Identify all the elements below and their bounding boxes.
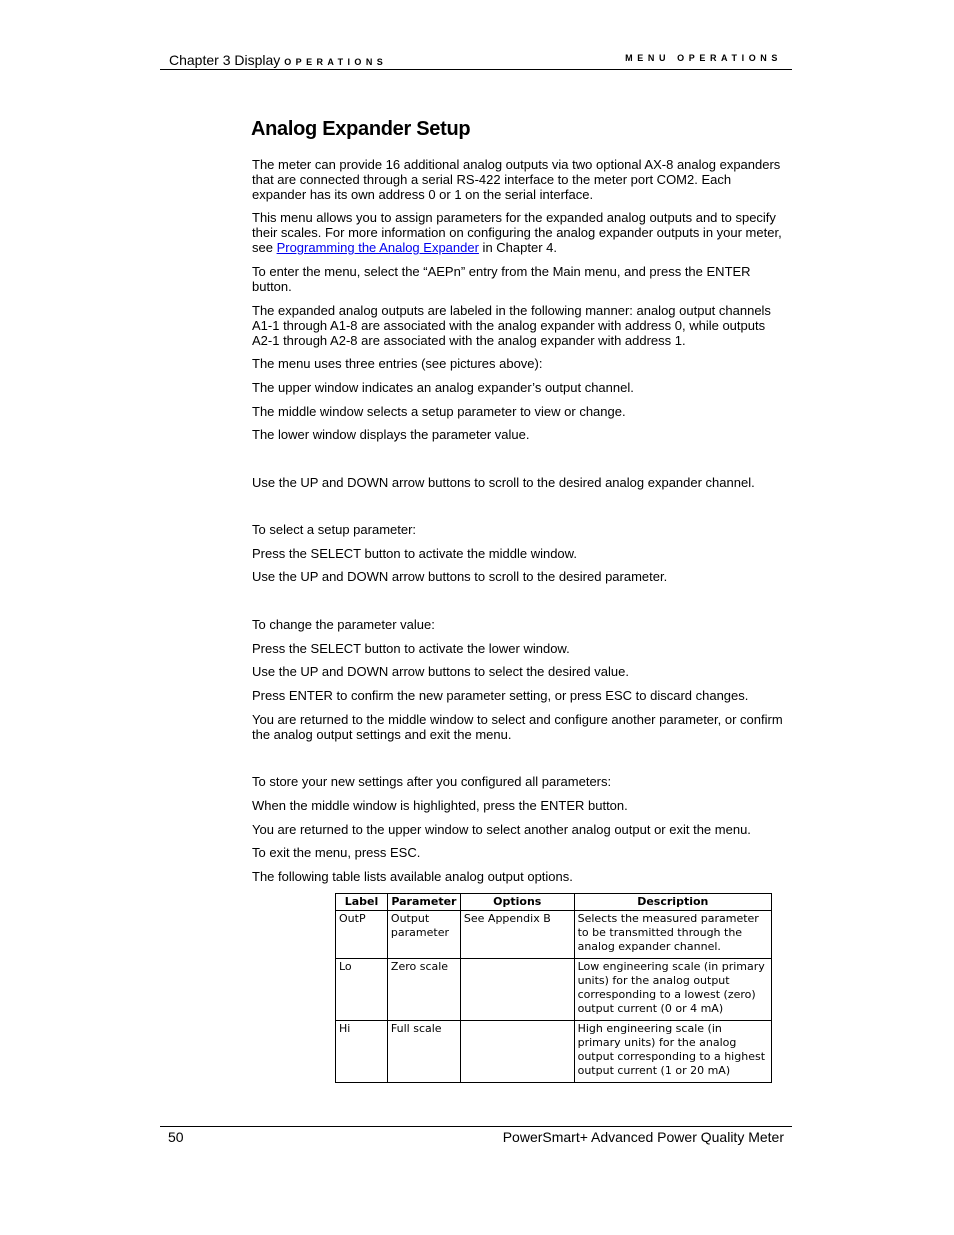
paragraph (252, 210, 788, 255)
table-header-row (336, 894, 772, 911)
table-row (336, 911, 772, 959)
table-cell: Output parameter (387, 911, 460, 959)
column-header-description: Description (574, 894, 771, 911)
paragraph: Use the UP and DOWN arrow buttons to select the desired value. (252, 664, 629, 679)
paragraph: The lower window displays the parameter value. (252, 427, 530, 442)
column-header-options: Options (460, 894, 574, 911)
paragraph: The upper window indicates an analog expander’s output channel. (252, 380, 634, 395)
paragraph-text: This menu allows you to assign parameters for the expanded analog outputs and to specify their scales. For more information on configuring the analog expander outputs in your meter, see (252, 210, 782, 255)
paragraph: You are returned to the upper window to select another analog output or exit the menu. (252, 822, 751, 837)
table-cell: Lo (336, 959, 388, 1021)
paragraph: You are returned to the middle window to select and configure another parameter, or confirm the analog output settings and exit the menu. (252, 712, 783, 742)
footer-product-name: PowerSmart+ Advanced Power Quality Meter (502, 1129, 784, 1145)
column-header-parameter: Parameter (387, 894, 460, 911)
table-cell: Hi (336, 1021, 388, 1083)
paragraph: To enter the menu, select the “AEPn” entry from the Main menu, and press the ENTER button. (252, 264, 751, 294)
paragraph: Press the SELECT button to activate the lower window. (252, 641, 570, 656)
header-section: OPERATIONS (284, 57, 388, 67)
table-cell: Zero scale (387, 959, 460, 1021)
paragraph: To exit the menu, press ESC. (252, 845, 421, 860)
paragraph: The menu uses three entries (see pictures above): (252, 356, 543, 371)
table-cell: OutP (336, 911, 388, 959)
paragraph: Use the UP and DOWN arrow buttons to scroll to the desired parameter. (252, 569, 668, 584)
table-row (336, 959, 772, 1021)
paragraph-text: in Chapter 4. (478, 240, 557, 255)
paragraph: The expanded analog outputs are labeled in the following manner: analog output channels A1-1 through A1-8 are associated with the analog expander with address 0, while outputs A2-1 through A2-8 are associated with the analog expander with address 1. (252, 303, 771, 348)
paragraph: The meter can provide 16 additional analog outputs via two optional AX-8 analog expanders that are connected through a serial RS-422 interface to the meter port COM2. Each expander has its own address 0 or 1 on the serial interface. (252, 157, 781, 202)
header-running-title: MENU OPERATIONS (625, 53, 782, 63)
table-cell: Selects the measured parameter to be transmitted through the analog expander channel. (574, 911, 771, 959)
table-cell: Full scale (387, 1021, 460, 1083)
header-chapter-text: Chapter 3 Display (169, 52, 281, 68)
paragraph: To select a setup parameter: (252, 522, 417, 537)
column-header-label: Label (336, 894, 388, 911)
programming-analog-expander-link[interactable]: Programming the Analog Expander (276, 240, 479, 255)
paragraph: The middle window selects a setup parameter to view or change. (252, 404, 626, 419)
paragraph: When the middle window is highlighted, press the ENTER button. (252, 798, 628, 813)
paragraph: To store your new settings after you configured all parameters: (252, 774, 612, 789)
table-row (336, 1021, 772, 1083)
paragraph: Use the UP and DOWN arrow buttons to scroll to the desired analog expander channel. (252, 475, 755, 490)
table-cell: See Appendix B (460, 911, 574, 959)
table-cell: High engineering scale (in primary units) for the analog output corresponding to a highest output current (1 or 20 mA) (574, 1021, 771, 1083)
paragraph: To change the parameter value: (252, 617, 435, 632)
table-cell (460, 1021, 574, 1083)
table-cell: Low engineering scale (in primary units) for the analog output corresponding to a lowest (zero) output current (0 or 4 mA) (574, 959, 771, 1021)
page-header (160, 50, 792, 70)
section-title: Analog Expander Setup (251, 118, 471, 140)
paragraph: Press the SELECT button to activate the middle window. (252, 546, 577, 561)
table-cell (460, 959, 574, 1021)
page-number: 50 (168, 1129, 184, 1145)
analog-output-options-table (335, 893, 772, 1083)
page-footer (160, 1126, 792, 1147)
paragraph: Press ENTER to confirm the new parameter setting, or press ESC to discard changes. (252, 688, 749, 703)
paragraph: The following table lists available analog output options. (252, 869, 573, 884)
header-chapter (169, 52, 387, 68)
